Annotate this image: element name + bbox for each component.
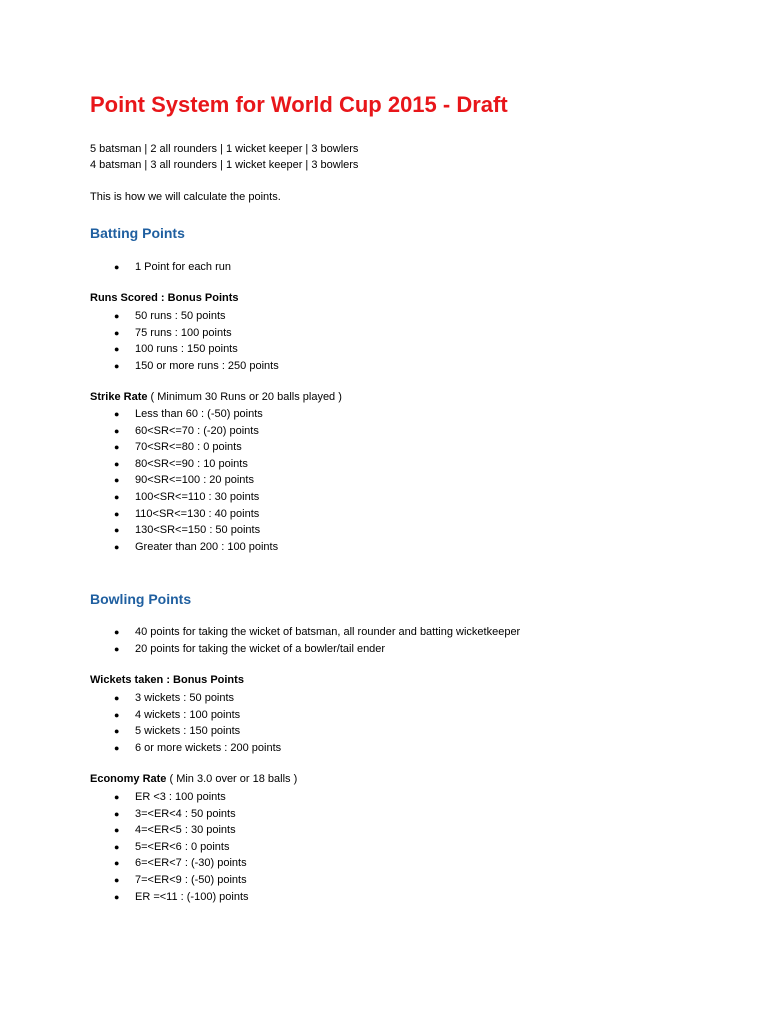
- list-item-text: 20 points for taking the wicket of a bowler/tail ender: [135, 642, 386, 655]
- list-item-text: 50 runs : 50 points: [135, 310, 226, 322]
- page-title: Point System for World Cup 2015 - Draft: [90, 92, 508, 117]
- list-item-text: 70<SR<=80 : 0 points: [135, 441, 242, 454]
- list-item-text: 1 Point for each run: [135, 261, 232, 273]
- list-item-text: 150 or more runs : 250 points: [135, 359, 279, 372]
- list-item-text: ER <3 : 100 points: [135, 791, 226, 803]
- list-item-text: Less than 60 : (-50) points: [135, 408, 263, 420]
- bullet-icon: ●: [114, 792, 120, 802]
- bullet-icon: ●: [114, 425, 120, 436]
- bullet-icon: ●: [114, 491, 120, 502]
- list-item-text: 80<SR<=90 : 10 points: [135, 457, 248, 470]
- list-item-text: 75 runs : 100 points: [135, 326, 232, 339]
- list-item-text: 4 wickets : 100 points: [135, 708, 241, 721]
- bullet-icon: ●: [114, 475, 120, 486]
- list-item-text: 5=<ER<6 : 0 points: [135, 840, 230, 853]
- bullet-icon: ●: [114, 841, 120, 852]
- team-line-2: 4 batsman | 3 all rounders | 1 wicket keeper | 3 bowlers: [90, 159, 359, 171]
- bullet-icon: ●: [114, 327, 120, 338]
- bullet-icon: ●: [114, 442, 120, 453]
- batting-heading: Batting Points: [90, 225, 185, 241]
- list-item-text: 100 runs : 150 points: [135, 343, 238, 356]
- list-item-text: 40 points for taking the wicket of batsman, all rounder and batting wicketkeeper: [135, 626, 521, 638]
- bullet-icon: ●: [114, 262, 120, 272]
- runs-scored-label: Runs Scored : Bonus Points: [90, 292, 239, 304]
- bullet-icon: ●: [114, 344, 120, 355]
- bowling-heading: Bowling Points: [90, 591, 192, 607]
- bullet-icon: ●: [114, 458, 120, 469]
- bullet-icon: ●: [114, 742, 120, 753]
- economy-rate-title: Economy Rate: [90, 773, 167, 785]
- bullet-icon: ●: [114, 825, 120, 836]
- bullet-icon: ●: [114, 541, 120, 552]
- list-item-text: 110<SR<=130 : 40 points: [135, 507, 260, 520]
- bullet-icon: ●: [114, 525, 120, 536]
- bullet-icon: ●: [114, 627, 120, 637]
- list-item-text: 130<SR<=150 : 50 points: [135, 524, 261, 537]
- bullet-icon: ●: [114, 891, 120, 902]
- list-item-text: 7=<ER<9 : (-50) points: [135, 873, 247, 886]
- wickets-taken-label: Wickets taken : Bonus Points: [90, 674, 244, 686]
- strike-rate-title: Strike Rate: [90, 391, 148, 403]
- list-item-text: ER =<11 : (-100) points: [135, 890, 249, 903]
- bullet-icon: ●: [114, 311, 120, 321]
- bullet-icon: ●: [114, 643, 120, 654]
- bullet-icon: ●: [114, 693, 120, 703]
- list-item-text: 3=<ER<4 : 50 points: [135, 807, 236, 820]
- strike-rate-label: [90, 391, 342, 403]
- bullet-icon: ●: [114, 360, 120, 371]
- list-item-text: 3 wickets : 50 points: [135, 692, 235, 704]
- bullet-icon: ●: [114, 808, 120, 819]
- list-item-text: 5 wickets : 150 points: [135, 725, 241, 738]
- economy-rate-note: ( Min 3.0 over or 18 balls ): [166, 773, 298, 785]
- list-item-text: 6=<ER<7 : (-30) points: [135, 857, 247, 870]
- bullet-icon: ●: [114, 709, 120, 720]
- bullet-icon: ●: [114, 858, 120, 869]
- list-item-text: 4=<ER<5 : 30 points: [135, 824, 236, 837]
- bullet-icon: ●: [114, 726, 120, 737]
- list-item-text: 6 or more wickets : 200 points: [135, 741, 282, 754]
- list-item-text: Greater than 200 : 100 points: [135, 540, 279, 553]
- list-item-text: 60<SR<=70 : (-20) points: [135, 424, 259, 437]
- team-line-1: 5 batsman | 2 all rounders | 1 wicket keeper | 3 bowlers: [90, 143, 359, 155]
- list-item-text: 100<SR<=110 : 30 points: [135, 490, 260, 503]
- intro-text: This is how we will calculate the points.: [90, 191, 281, 203]
- bullet-icon: ●: [114, 508, 120, 519]
- bullet-icon: ●: [114, 874, 120, 885]
- bullet-icon: ●: [114, 409, 120, 419]
- economy-rate-label: [90, 773, 297, 785]
- strike-rate-note: ( Minimum 30 Runs or 20 balls played ): [147, 391, 342, 403]
- list-item-text: 90<SR<=100 : 20 points: [135, 474, 254, 487]
